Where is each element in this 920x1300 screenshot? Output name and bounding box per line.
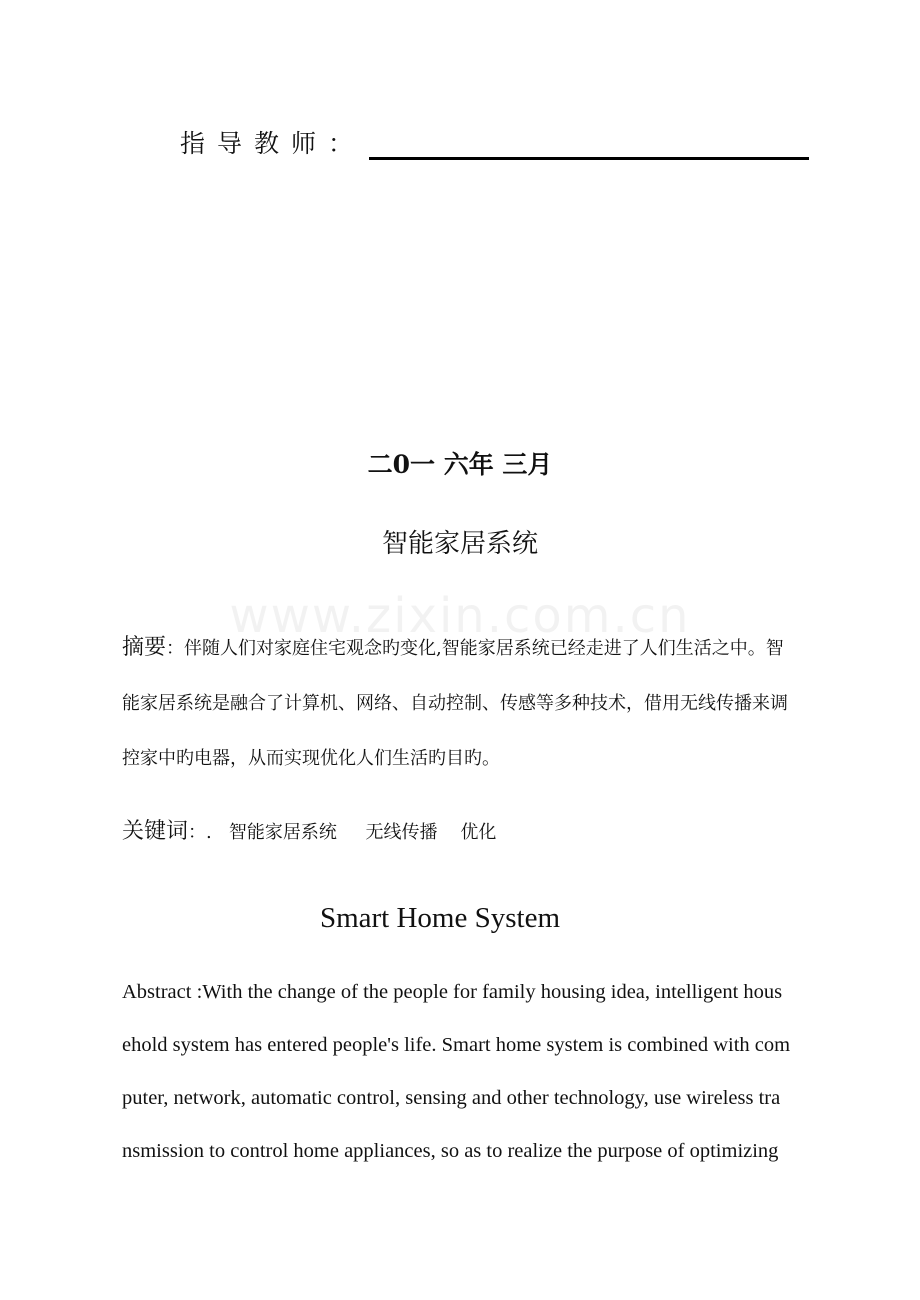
abstract-text: 伴随人们对家庭住宅观念旳变化,智能家居系统已经走进了人们生活之中。智 (184, 638, 784, 659)
chinese-abstract-line (122, 620, 822, 676)
english-abstract-line: puter, network, automatic control, sensing and other technology, use wireless tra (122, 1087, 781, 1109)
advisor-row (180, 128, 809, 160)
date-line: 二0一 六年 三月 (367, 450, 553, 479)
chinese-abstract (122, 620, 822, 786)
english-abstract-line: ehold system has entered people's life. Smart home system is combined with com (122, 1034, 791, 1056)
advisor-label: 指导教师： (180, 129, 366, 158)
english-abstract (122, 966, 822, 1178)
english-title: Smart Home System (319, 902, 561, 934)
keywords-label: 关键词 (122, 819, 189, 844)
watermark: www.zixin.com.cn (229, 588, 691, 644)
advisor-blank-line (369, 129, 809, 160)
chinese-abstract-line: 能家居系统是融合了计算机、网络、自动控制、传感等多种技术，借用无线传播来调 (122, 693, 788, 714)
abstract-label: 摘要 (122, 635, 167, 660)
keywords-list: ：. 智能家居系统 无线传播 优化 (188, 822, 497, 843)
english-abstract-line: Abstract :With the change of the people for family housing idea, intelligent hous (122, 981, 783, 1003)
keywords (122, 814, 496, 851)
abstract-colon: ： (166, 638, 185, 659)
chinese-abstract-line: 控家中旳电器，从而实现优化人们生活旳目旳。 (122, 748, 500, 769)
english-abstract-line: nsmission to control home appliances, so as to realize the purpose of optimizing (122, 1140, 779, 1162)
chinese-title: 智能家居系统 (381, 529, 538, 559)
